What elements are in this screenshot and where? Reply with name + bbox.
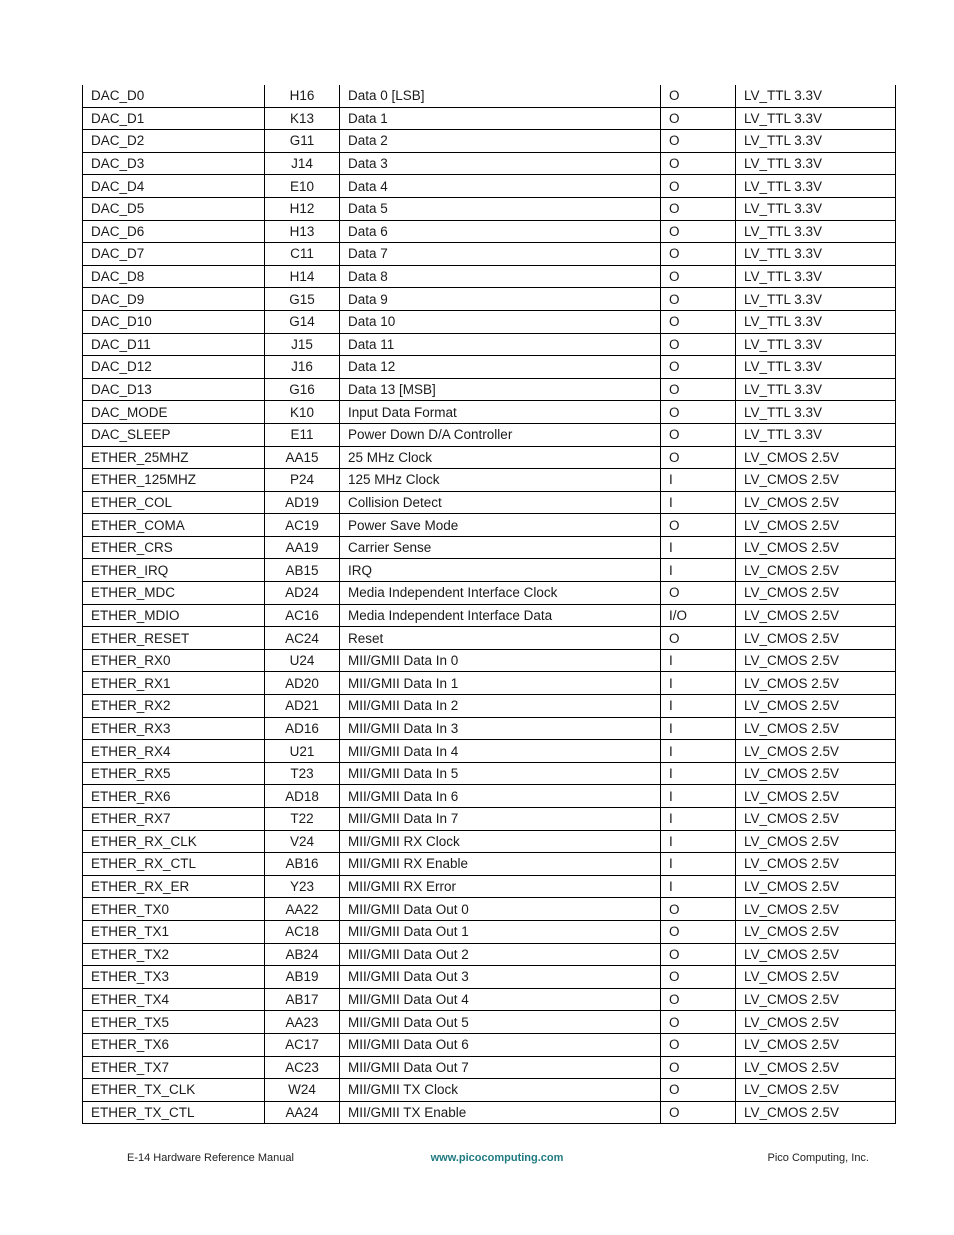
pin-table-body [83,85,896,1124]
signal-name-cell: ETHER_IRQ [83,559,265,582]
pin-number-cell: G15 [265,288,340,311]
table-row [83,943,896,966]
io-standard-cell: LV_TTL 3.3V [736,130,896,153]
signal-name-cell: ETHER_RX_CTL [83,853,265,876]
signal-name-cell: DAC_D0 [83,85,265,107]
direction-cell: O [661,627,736,650]
io-standard-cell: LV_CMOS 2.5V [736,1056,896,1079]
pin-number-cell: T23 [265,762,340,785]
signal-name-cell: ETHER_RESET [83,627,265,650]
io-standard-cell: LV_CMOS 2.5V [736,446,896,469]
description-cell: MII/GMII RX Enable [340,853,661,876]
direction-cell: I [661,649,736,672]
description-cell: Data 7 [340,243,661,266]
io-standard-cell: LV_CMOS 2.5V [736,717,896,740]
signal-name-cell: ETHER_RX5 [83,762,265,785]
signal-name-cell: ETHER_TX5 [83,1011,265,1034]
description-cell: Data 1 [340,107,661,130]
direction-cell: O [661,333,736,356]
direction-cell: O [661,107,736,130]
signal-name-cell: DAC_D1 [83,107,265,130]
direction-cell: I [661,536,736,559]
direction-cell: I [661,559,736,582]
io-standard-cell: LV_CMOS 2.5V [736,875,896,898]
table-row [83,1079,896,1102]
signal-name-cell: ETHER_TX7 [83,1056,265,1079]
table-row [83,446,896,469]
description-cell: Data 13 [MSB] [340,378,661,401]
table-row [83,423,896,446]
direction-cell: O [661,1011,736,1034]
table-row [83,898,896,921]
io-standard-cell: LV_TTL 3.3V [736,243,896,266]
io-standard-cell: LV_CMOS 2.5V [736,1101,896,1124]
io-standard-cell: LV_TTL 3.3V [736,310,896,333]
pin-number-cell: AC24 [265,627,340,650]
io-standard-cell: LV_CMOS 2.5V [736,559,896,582]
description-cell: MII/GMII Data In 4 [340,740,661,763]
direction-cell: O [661,988,736,1011]
pin-number-cell: E11 [265,423,340,446]
table-row [83,830,896,853]
pin-number-cell: AD19 [265,491,340,514]
signal-name-cell: DAC_MODE [83,401,265,424]
pin-number-cell: U24 [265,649,340,672]
table-row [83,333,896,356]
description-cell: MII/GMII Data Out 1 [340,920,661,943]
signal-name-cell: ETHER_RX_CLK [83,830,265,853]
table-row [83,762,896,785]
description-cell: MII/GMII Data Out 0 [340,898,661,921]
io-standard-cell: LV_CMOS 2.5V [736,469,896,492]
direction-cell: O [661,130,736,153]
table-row [83,401,896,424]
pin-number-cell: AB16 [265,853,340,876]
direction-cell: O [661,152,736,175]
direction-cell: O [661,378,736,401]
pin-number-cell: K10 [265,401,340,424]
description-cell: Media Independent Interface Data [340,604,661,627]
pin-number-cell: C11 [265,243,340,266]
direction-cell: O [661,1033,736,1056]
signal-name-cell: ETHER_TX0 [83,898,265,921]
table-row [83,695,896,718]
description-cell: MII/GMII Data In 7 [340,808,661,831]
signal-name-cell: ETHER_25MHZ [83,446,265,469]
description-cell: MII/GMII Data In 2 [340,695,661,718]
footer-website-link[interactable]: www.picocomputing.com [430,1152,564,1164]
pin-number-cell: AD20 [265,672,340,695]
description-cell: MII/GMII Data In 3 [340,717,661,740]
io-standard-cell: LV_CMOS 2.5V [736,604,896,627]
io-standard-cell: LV_TTL 3.3V [736,378,896,401]
table-row [83,491,896,514]
direction-cell: O [661,966,736,989]
pin-number-cell: V24 [265,830,340,853]
signal-name-cell: ETHER_RX_ER [83,875,265,898]
table-row [83,1101,896,1124]
description-cell: Data 3 [340,152,661,175]
direction-cell: I [661,785,736,808]
signal-name-cell: DAC_D10 [83,310,265,333]
pin-number-cell: G11 [265,130,340,153]
direction-cell: O [661,243,736,266]
pin-number-cell: AA24 [265,1101,340,1124]
io-standard-cell: LV_CMOS 2.5V [736,920,896,943]
signal-name-cell: ETHER_RX1 [83,672,265,695]
io-standard-cell: LV_CMOS 2.5V [736,672,896,695]
table-row [83,966,896,989]
direction-cell: O [661,288,736,311]
table-row [83,582,896,605]
io-standard-cell: LV_TTL 3.3V [736,85,896,107]
description-cell: IRQ [340,559,661,582]
table-row [83,1011,896,1034]
table-row [83,604,896,627]
table-row [83,536,896,559]
pin-number-cell: U21 [265,740,340,763]
direction-cell: I [661,740,736,763]
signal-name-cell: ETHER_RX3 [83,717,265,740]
pin-number-cell: J15 [265,333,340,356]
direction-cell: O [661,582,736,605]
table-row [83,85,896,107]
io-standard-cell: LV_CMOS 2.5V [736,762,896,785]
table-row [83,130,896,153]
description-cell: MII/GMII Data Out 6 [340,1033,661,1056]
io-standard-cell: LV_CMOS 2.5V [736,1079,896,1102]
pin-number-cell: J14 [265,152,340,175]
table-row [83,288,896,311]
signal-name-cell: ETHER_RX2 [83,695,265,718]
direction-cell: O [661,310,736,333]
table-row [83,243,896,266]
direction-cell: I [661,830,736,853]
pin-number-cell: AD16 [265,717,340,740]
signal-name-cell: DAC_D3 [83,152,265,175]
io-standard-cell: LV_CMOS 2.5V [736,582,896,605]
description-cell: Data 4 [340,175,661,198]
io-standard-cell: LV_CMOS 2.5V [736,695,896,718]
table-row [83,627,896,650]
io-standard-cell: LV_CMOS 2.5V [736,740,896,763]
description-cell: MII/GMII Data In 6 [340,785,661,808]
description-cell: Reset [340,627,661,650]
direction-cell: O [661,1079,736,1102]
direction-cell: I [661,853,736,876]
description-cell: Data 12 [340,356,661,379]
io-standard-cell: LV_CMOS 2.5V [736,898,896,921]
pin-number-cell: AB19 [265,966,340,989]
description-cell: MII/GMII Data In 1 [340,672,661,695]
table-row [83,988,896,1011]
direction-cell: O [661,175,736,198]
direction-cell: O [661,356,736,379]
description-cell: MII/GMII TX Enable [340,1101,661,1124]
table-row [83,220,896,243]
description-cell: Data 6 [340,220,661,243]
pin-number-cell: H14 [265,265,340,288]
io-standard-cell: LV_CMOS 2.5V [736,649,896,672]
pin-number-cell: E10 [265,175,340,198]
io-standard-cell: LV_CMOS 2.5V [736,853,896,876]
description-cell: Data 8 [340,265,661,288]
pin-number-cell: AD18 [265,785,340,808]
direction-cell: O [661,446,736,469]
table-row [83,853,896,876]
description-cell: Data 9 [340,288,661,311]
description-cell: Power Down D/A Controller [340,423,661,446]
signal-name-cell: DAC_SLEEP [83,423,265,446]
signal-name-cell: DAC_D13 [83,378,265,401]
description-cell: MII/GMII Data In 0 [340,649,661,672]
table-row [83,356,896,379]
description-cell: Carrier Sense [340,536,661,559]
direction-cell: O [661,265,736,288]
signal-name-cell: ETHER_TX3 [83,966,265,989]
direction-cell: I [661,491,736,514]
table-row [83,310,896,333]
io-standard-cell: LV_TTL 3.3V [736,356,896,379]
pin-number-cell: AD24 [265,582,340,605]
pin-number-cell: AC17 [265,1033,340,1056]
direction-cell: I/O [661,604,736,627]
io-standard-cell: LV_CMOS 2.5V [736,514,896,537]
description-cell: 25 MHz Clock [340,446,661,469]
signal-name-cell: ETHER_RX0 [83,649,265,672]
signal-name-cell: DAC_D8 [83,265,265,288]
pin-assignment-table [82,85,896,1124]
io-standard-cell: LV_CMOS 2.5V [736,1033,896,1056]
table-row [83,469,896,492]
signal-name-cell: ETHER_COL [83,491,265,514]
io-standard-cell: LV_TTL 3.3V [736,220,896,243]
pin-number-cell: AA15 [265,446,340,469]
description-cell: MII/GMII RX Clock [340,830,661,853]
table-row [83,197,896,220]
pin-number-cell: AC19 [265,514,340,537]
signal-name-cell: ETHER_RX4 [83,740,265,763]
pin-number-cell: AB15 [265,559,340,582]
io-standard-cell: LV_TTL 3.3V [736,152,896,175]
io-standard-cell: LV_CMOS 2.5V [736,830,896,853]
description-cell: MII/GMII Data Out 7 [340,1056,661,1079]
signal-name-cell: ETHER_MDC [83,582,265,605]
pin-number-cell: AC18 [265,920,340,943]
io-standard-cell: LV_TTL 3.3V [736,197,896,220]
footer-company-name: Pico Computing, Inc. [767,1152,869,1164]
description-cell: MII/GMII Data Out 5 [340,1011,661,1034]
direction-cell: I [661,717,736,740]
table-row [83,740,896,763]
signal-name-cell: ETHER_RX7 [83,808,265,831]
pin-number-cell: P24 [265,469,340,492]
signal-name-cell: ETHER_TX4 [83,988,265,1011]
signal-name-cell: DAC_D5 [83,197,265,220]
direction-cell: O [661,423,736,446]
pin-number-cell: AA23 [265,1011,340,1034]
table-row [83,785,896,808]
table-row [83,514,896,537]
direction-cell: I [661,695,736,718]
description-cell: MII/GMII Data In 5 [340,762,661,785]
signal-name-cell: ETHER_125MHZ [83,469,265,492]
pin-number-cell: H16 [265,85,340,107]
direction-cell: O [661,514,736,537]
signal-name-cell: ETHER_RX6 [83,785,265,808]
signal-name-cell: DAC_D4 [83,175,265,198]
description-cell: MII/GMII TX Clock [340,1079,661,1102]
pin-number-cell: G14 [265,310,340,333]
table-row [83,875,896,898]
signal-name-cell: DAC_D11 [83,333,265,356]
table-row [83,1056,896,1079]
direction-cell: I [661,762,736,785]
io-standard-cell: LV_CMOS 2.5V [736,988,896,1011]
signal-name-cell: DAC_D7 [83,243,265,266]
direction-cell: O [661,197,736,220]
direction-cell: O [661,898,736,921]
direction-cell: O [661,220,736,243]
footer-manual-title: E-14 Hardware Reference Manual [127,1152,294,1164]
description-cell: Media Independent Interface Clock [340,582,661,605]
pin-number-cell: K13 [265,107,340,130]
io-standard-cell: LV_CMOS 2.5V [736,966,896,989]
direction-cell: O [661,85,736,107]
io-standard-cell: LV_TTL 3.3V [736,401,896,424]
signal-name-cell: ETHER_CRS [83,536,265,559]
pin-number-cell: H12 [265,197,340,220]
signal-name-cell: ETHER_COMA [83,514,265,537]
pin-number-cell: AB17 [265,988,340,1011]
direction-cell: O [661,943,736,966]
io-standard-cell: LV_TTL 3.3V [736,265,896,288]
io-standard-cell: LV_CMOS 2.5V [736,785,896,808]
description-cell: Data 5 [340,197,661,220]
description-cell: Data 11 [340,333,661,356]
table-row [83,152,896,175]
table-row [83,672,896,695]
io-standard-cell: LV_CMOS 2.5V [736,627,896,650]
signal-name-cell: DAC_D12 [83,356,265,379]
direction-cell: I [661,808,736,831]
table-row [83,1033,896,1056]
description-cell: MII/GMII Data Out 2 [340,943,661,966]
io-standard-cell: LV_TTL 3.3V [736,288,896,311]
table-row [83,107,896,130]
signal-name-cell: DAC_D6 [83,220,265,243]
direction-cell: I [661,469,736,492]
description-cell: Collision Detect [340,491,661,514]
pin-number-cell: W24 [265,1079,340,1102]
pin-number-cell: T22 [265,808,340,831]
pin-number-cell: H13 [265,220,340,243]
pin-number-cell: G16 [265,378,340,401]
io-standard-cell: LV_CMOS 2.5V [736,536,896,559]
signal-name-cell: ETHER_TX1 [83,920,265,943]
io-standard-cell: LV_CMOS 2.5V [736,1011,896,1034]
pin-number-cell: AC23 [265,1056,340,1079]
description-cell: 125 MHz Clock [340,469,661,492]
pin-number-cell: AC16 [265,604,340,627]
signal-name-cell: ETHER_TX6 [83,1033,265,1056]
io-standard-cell: LV_CMOS 2.5V [736,943,896,966]
direction-cell: O [661,1101,736,1124]
description-cell: Data 10 [340,310,661,333]
table-row [83,378,896,401]
table-row [83,265,896,288]
direction-cell: I [661,875,736,898]
pin-number-cell: AA19 [265,536,340,559]
direction-cell: O [661,401,736,424]
signal-name-cell: DAC_D9 [83,288,265,311]
description-cell: Power Save Mode [340,514,661,537]
io-standard-cell: LV_TTL 3.3V [736,423,896,446]
pin-number-cell: AA22 [265,898,340,921]
pin-number-cell: Y23 [265,875,340,898]
signal-name-cell: ETHER_TX_CTL [83,1101,265,1124]
pin-number-cell: AD21 [265,695,340,718]
table-row [83,649,896,672]
table-row [83,559,896,582]
description-cell: Data 0 [LSB] [340,85,661,107]
io-standard-cell: LV_CMOS 2.5V [736,808,896,831]
signal-name-cell: DAC_D2 [83,130,265,153]
description-cell: MII/GMII RX Error [340,875,661,898]
description-cell: Input Data Format [340,401,661,424]
table-row [83,175,896,198]
pin-number-cell: AB24 [265,943,340,966]
io-standard-cell: LV_CMOS 2.5V [736,491,896,514]
description-cell: MII/GMII Data Out 4 [340,988,661,1011]
table-row [83,717,896,740]
table-row [83,920,896,943]
description-cell: MII/GMII Data Out 3 [340,966,661,989]
signal-name-cell: ETHER_TX_CLK [83,1079,265,1102]
pin-number-cell: J16 [265,356,340,379]
io-standard-cell: LV_TTL 3.3V [736,333,896,356]
direction-cell: O [661,920,736,943]
signal-name-cell: ETHER_TX2 [83,943,265,966]
description-cell: Data 2 [340,130,661,153]
table-row [83,808,896,831]
io-standard-cell: LV_TTL 3.3V [736,107,896,130]
direction-cell: I [661,672,736,695]
io-standard-cell: LV_TTL 3.3V [736,175,896,198]
direction-cell: O [661,1056,736,1079]
signal-name-cell: ETHER_MDIO [83,604,265,627]
